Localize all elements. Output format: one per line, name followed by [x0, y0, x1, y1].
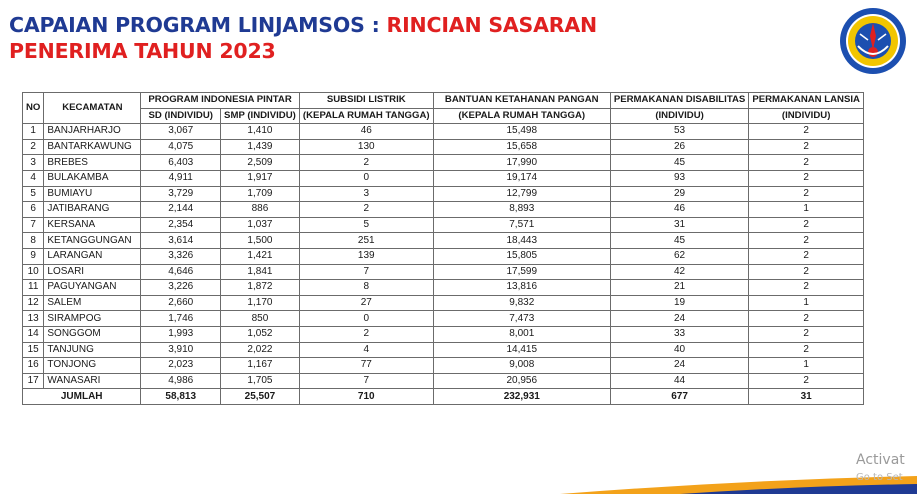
table-row: [23, 295, 864, 311]
row-kecamatan-cell: KERSANA: [44, 217, 141, 233]
row-kecamatan-cell: LOSARI: [44, 264, 141, 280]
row-lansia-cell: 2: [749, 155, 864, 171]
col-header-lansia: PERMAKANAN LANSIA: [749, 93, 864, 109]
row-smp-cell: 2,509: [221, 155, 300, 171]
activation-watermark-sub: Go to Set: [856, 472, 903, 483]
row-smp-cell: 1,170: [221, 295, 300, 311]
row-pangan-cell: 17,599: [433, 264, 610, 280]
table-row: [23, 373, 864, 389]
row-lansia-cell: 2: [749, 124, 864, 140]
row-no-cell: 12: [23, 295, 44, 311]
row-no-cell: 16: [23, 358, 44, 374]
row-listrik-cell: 3: [299, 186, 433, 202]
row-kecamatan-cell: BREBES: [44, 155, 141, 171]
row-disabilitas-cell: 21: [610, 280, 748, 296]
row-sd-cell: 3,729: [141, 186, 221, 202]
row-sd-cell: 4,911: [141, 170, 221, 186]
row-lansia-cell: 2: [749, 326, 864, 342]
row-lansia-cell: 1: [749, 358, 864, 374]
activation-watermark: Activat: [856, 452, 905, 468]
table-row: [23, 233, 864, 249]
title-part-2: RINCIAN SASARAN: [386, 13, 597, 37]
row-pangan-cell: 18,443: [433, 233, 610, 249]
row-sd-cell: 3,067: [141, 124, 221, 140]
row-pangan-cell: 19,174: [433, 170, 610, 186]
row-no-cell: 15: [23, 342, 44, 358]
table-row: [23, 217, 864, 233]
row-no-cell: 2: [23, 139, 44, 155]
row-kecamatan-cell: BANJARHARJO: [44, 124, 141, 140]
row-pangan-cell: 14,415: [433, 342, 610, 358]
row-lansia-cell: 2: [749, 280, 864, 296]
row-no-cell: 6: [23, 202, 44, 218]
row-disabilitas-cell: 24: [610, 311, 748, 327]
row-sd-cell: 3,614: [141, 233, 221, 249]
row-smp-cell: 1,439: [221, 139, 300, 155]
table-total-row: [23, 389, 864, 405]
subheader-pangan: (KEPALA RUMAH TANGGA): [433, 108, 610, 124]
row-no-cell: 14: [23, 326, 44, 342]
row-listrik-cell: 77: [299, 358, 433, 374]
row-listrik-cell: 7: [299, 264, 433, 280]
row-kecamatan-cell: TANJUNG: [44, 342, 141, 358]
row-no-cell: 13: [23, 311, 44, 327]
table-row: [23, 326, 864, 342]
row-sd-cell: 2,023: [141, 358, 221, 374]
subheader-lansia: (INDIVIDU): [749, 108, 864, 124]
row-sd-cell: 3,326: [141, 248, 221, 264]
total-listrik: 710: [299, 389, 433, 405]
row-listrik-cell: 2: [299, 326, 433, 342]
row-listrik-cell: 4: [299, 342, 433, 358]
table-row: [23, 202, 864, 218]
row-smp-cell: 850: [221, 311, 300, 327]
row-sd-cell: 2,354: [141, 217, 221, 233]
row-disabilitas-cell: 19: [610, 295, 748, 311]
row-lansia-cell: 2: [749, 342, 864, 358]
table-header-row: [23, 93, 864, 109]
row-disabilitas-cell: 26: [610, 139, 748, 155]
kemensos-emblem-icon: [838, 6, 908, 76]
subheader-listrik: (KEPALA RUMAH TANGGA): [299, 108, 433, 124]
table-row: [23, 170, 864, 186]
table-row: [23, 264, 864, 280]
total-smp: 25,507: [221, 389, 300, 405]
row-pangan-cell: 17,990: [433, 155, 610, 171]
row-listrik-cell: 0: [299, 311, 433, 327]
row-disabilitas-cell: 45: [610, 233, 748, 249]
table-body: [23, 124, 864, 389]
subheader-smp: SMP (INDIVIDU): [221, 108, 300, 124]
table-row: [23, 358, 864, 374]
row-disabilitas-cell: 33: [610, 326, 748, 342]
row-lansia-cell: 2: [749, 311, 864, 327]
row-smp-cell: 1,709: [221, 186, 300, 202]
row-sd-cell: 2,660: [141, 295, 221, 311]
subheader-disabilitas: (INDIVIDU): [610, 108, 748, 124]
row-lansia-cell: 2: [749, 139, 864, 155]
row-kecamatan-cell: WANASARI: [44, 373, 141, 389]
col-header-disabilitas: PERMAKANAN DISABILITAS: [610, 93, 748, 109]
row-listrik-cell: 251: [299, 233, 433, 249]
row-no-cell: 3: [23, 155, 44, 171]
title-part-1: CAPAIAN PROGRAM LINJAMSOS :: [9, 13, 387, 37]
row-pangan-cell: 7,571: [433, 217, 610, 233]
row-no-cell: 1: [23, 124, 44, 140]
row-pangan-cell: 15,658: [433, 139, 610, 155]
row-sd-cell: 3,910: [141, 342, 221, 358]
row-smp-cell: 1,500: [221, 233, 300, 249]
row-no-cell: 8: [23, 233, 44, 249]
row-sd-cell: 4,986: [141, 373, 221, 389]
row-smp-cell: 1,052: [221, 326, 300, 342]
row-kecamatan-cell: SONGGOM: [44, 326, 141, 342]
row-disabilitas-cell: 53: [610, 124, 748, 140]
row-listrik-cell: 46: [299, 124, 433, 140]
total-label: JUMLAH: [23, 389, 141, 405]
row-disabilitas-cell: 44: [610, 373, 748, 389]
row-disabilitas-cell: 24: [610, 358, 748, 374]
row-lansia-cell: 2: [749, 248, 864, 264]
row-disabilitas-cell: 62: [610, 248, 748, 264]
col-header-no: NO: [23, 93, 44, 124]
row-kecamatan-cell: TONJONG: [44, 358, 141, 374]
row-lansia-cell: 2: [749, 186, 864, 202]
row-listrik-cell: 5: [299, 217, 433, 233]
col-header-kecamatan: KECAMATAN: [44, 93, 141, 124]
table-row: [23, 186, 864, 202]
row-kecamatan-cell: LARANGAN: [44, 248, 141, 264]
total-disabilitas: 677: [610, 389, 748, 405]
row-disabilitas-cell: 40: [610, 342, 748, 358]
row-pangan-cell: 15,805: [433, 248, 610, 264]
page-title: [9, 12, 769, 64]
recipient-table: [22, 92, 864, 405]
row-no-cell: 9: [23, 248, 44, 264]
row-sd-cell: 6,403: [141, 155, 221, 171]
row-pangan-cell: 7,473: [433, 311, 610, 327]
row-sd-cell: 4,646: [141, 264, 221, 280]
row-listrik-cell: 2: [299, 202, 433, 218]
row-disabilitas-cell: 29: [610, 186, 748, 202]
row-no-cell: 5: [23, 186, 44, 202]
row-sd-cell: 1,746: [141, 311, 221, 327]
table-subheader-row: [23, 108, 864, 124]
row-sd-cell: 2,144: [141, 202, 221, 218]
row-kecamatan-cell: PAGUYANGAN: [44, 280, 141, 296]
row-smp-cell: 2,022: [221, 342, 300, 358]
row-lansia-cell: 1: [749, 202, 864, 218]
row-listrik-cell: 7: [299, 373, 433, 389]
row-sd-cell: 4,075: [141, 139, 221, 155]
total-sd: 58,813: [141, 389, 221, 405]
row-listrik-cell: 2: [299, 155, 433, 171]
row-kecamatan-cell: SIRAMPOG: [44, 311, 141, 327]
row-lansia-cell: 2: [749, 217, 864, 233]
row-listrik-cell: 130: [299, 139, 433, 155]
table-row: [23, 124, 864, 140]
row-pangan-cell: 15,498: [433, 124, 610, 140]
row-kecamatan-cell: KETANGGUNGAN: [44, 233, 141, 249]
row-disabilitas-cell: 46: [610, 202, 748, 218]
row-sd-cell: 1,993: [141, 326, 221, 342]
row-kecamatan-cell: JATIBARANG: [44, 202, 141, 218]
col-header-pangan: BANTUAN KETAHANAN PANGAN: [433, 93, 610, 109]
title-line-2: PENERIMA TAHUN 2023: [9, 39, 276, 63]
row-lansia-cell: 2: [749, 233, 864, 249]
row-lansia-cell: 2: [749, 264, 864, 280]
total-pangan: 232,931: [433, 389, 610, 405]
table-row: [23, 342, 864, 358]
row-kecamatan-cell: SALEM: [44, 295, 141, 311]
total-lansia: 31: [749, 389, 864, 405]
row-disabilitas-cell: 45: [610, 155, 748, 171]
row-pangan-cell: 20,956: [433, 373, 610, 389]
row-lansia-cell: 1: [749, 295, 864, 311]
row-no-cell: 17: [23, 373, 44, 389]
table-row: [23, 155, 864, 171]
row-pangan-cell: 9,008: [433, 358, 610, 374]
row-disabilitas-cell: 31: [610, 217, 748, 233]
row-smp-cell: 1,705: [221, 373, 300, 389]
row-disabilitas-cell: 93: [610, 170, 748, 186]
row-lansia-cell: 2: [749, 170, 864, 186]
row-smp-cell: 1,037: [221, 217, 300, 233]
table-row: [23, 280, 864, 296]
table-row: [23, 139, 864, 155]
row-listrik-cell: 8: [299, 280, 433, 296]
row-smp-cell: 886: [221, 202, 300, 218]
row-lansia-cell: 2: [749, 373, 864, 389]
row-no-cell: 11: [23, 280, 44, 296]
row-no-cell: 10: [23, 264, 44, 280]
row-pangan-cell: 8,001: [433, 326, 610, 342]
row-smp-cell: 1,421: [221, 248, 300, 264]
row-disabilitas-cell: 42: [610, 264, 748, 280]
table-row: [23, 311, 864, 327]
row-kecamatan-cell: BANTARKAWUNG: [44, 139, 141, 155]
col-header-pip: PROGRAM INDONESIA PINTAR: [141, 93, 299, 109]
row-sd-cell: 3,226: [141, 280, 221, 296]
row-listrik-cell: 0: [299, 170, 433, 186]
row-listrik-cell: 27: [299, 295, 433, 311]
row-pangan-cell: 8,893: [433, 202, 610, 218]
row-kecamatan-cell: BUMIAYU: [44, 186, 141, 202]
row-pangan-cell: 13,816: [433, 280, 610, 296]
row-pangan-cell: 9,832: [433, 295, 610, 311]
row-smp-cell: 1,410: [221, 124, 300, 140]
col-header-listrik: SUBSIDI LISTRIK: [299, 93, 433, 109]
row-no-cell: 7: [23, 217, 44, 233]
table-row: [23, 248, 864, 264]
row-kecamatan-cell: BULAKAMBA: [44, 170, 141, 186]
row-smp-cell: 1,917: [221, 170, 300, 186]
row-no-cell: 4: [23, 170, 44, 186]
row-smp-cell: 1,167: [221, 358, 300, 374]
row-smp-cell: 1,872: [221, 280, 300, 296]
subheader-sd: SD (INDIVIDU): [141, 108, 221, 124]
row-smp-cell: 1,841: [221, 264, 300, 280]
row-listrik-cell: 139: [299, 248, 433, 264]
row-pangan-cell: 12,799: [433, 186, 610, 202]
